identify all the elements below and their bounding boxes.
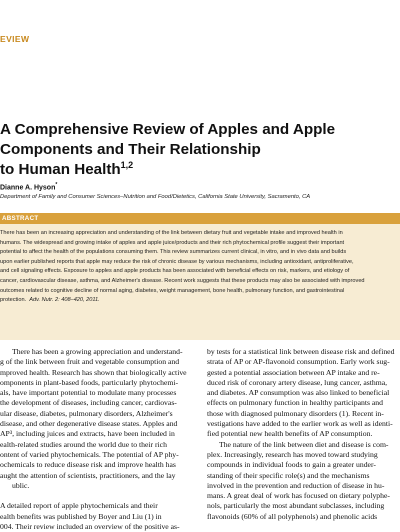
body-text-line: mans. A great deal of work has focused on dietary polyphe-: [207, 491, 390, 501]
body-text-line: omponents in plant-based foods, particularly phytochemi-: [0, 377, 179, 387]
body-text-line: and diabetes. AP consumption was also linked to beneficial: [207, 388, 390, 398]
body-text-line: 004. Their review included an overview of the positive as-: [0, 522, 180, 532]
body-text-line: ealth-related studies around the world due to their rich: [0, 439, 167, 449]
title-line-2: Components and Their Relationship: [0, 141, 261, 158]
body-text-line: AP³, including juices and extracts, have been included in: [0, 429, 175, 439]
body-text-line: ealth benefits was published by Boyer and Liu (1) in: [0, 511, 162, 521]
body-text-line: ublic.: [12, 480, 30, 490]
title-line-3-text: to Human Health: [0, 161, 121, 178]
body-text-line: those with diagnosed pulmonary disorders (1). Recent in-: [207, 408, 384, 418]
author: [0, 182, 57, 191]
body-text-line: standing of their specific role(s) and the mechanisms: [207, 470, 370, 480]
body-text-line: the development of diseases, including cancer, cardiovas-: [0, 398, 177, 408]
body-text-line: plex. Increasingly, research has moved toward studying: [207, 449, 378, 459]
body-text-line: by tests for a statistical link between disease risk and defined: [207, 347, 395, 356]
body-text-line: flavonoids (60% of all polyphenols) and phenolic acids: [207, 511, 378, 521]
abstract-heading: ABSTRACT: [2, 215, 39, 222]
body-text-line: ochemicals to reduce disease risk and improve health has: [0, 460, 176, 470]
journal-reference: Adv. Nutr. 2: 408–420, 2011.: [29, 297, 100, 304]
abstract-line: potential to affect the health of the populations consuming them. This review summarizes current clinical, in vitro, and in vivo data and builds: [0, 249, 347, 256]
body-text-line: gested a potential association between AP intake and re-: [207, 367, 380, 377]
body-text-line: g of the link between fruit and vegetable consumption and: [0, 357, 180, 367]
body-text-line: als, have important potential to modulate many processes: [0, 388, 177, 398]
body-column-left: [0, 347, 193, 532]
abstract-last-line: [0, 296, 400, 306]
abstract-line: There has been an increasing appreciation and understanding of the link between dietary fruit and vegetable intake and improved health in: [0, 230, 343, 236]
section-label: EVIEW: [0, 34, 30, 44]
body-text-line: fied potential new health benefits of AP consumption.: [207, 429, 373, 439]
abstract-line: and cell signaling effects. Exposure to apples and apple products has been associated with beneficial effects on risk, markers, and etiology of: [0, 268, 350, 275]
body-text-line: compounds in individual foods to gain a greater under-: [207, 460, 376, 470]
title-line-1: A Comprehensive Review of Apples and Apple: [0, 121, 336, 138]
body-text-line: mproved health. Research has shown that biologically active: [0, 367, 187, 377]
abstract-header-bar: [0, 213, 400, 224]
abstract-line-final: protection.: [0, 297, 27, 304]
body-text-line: The nature of the link between diet and disease is com-: [219, 439, 389, 449]
author-name: Dianne A. Hyson: [0, 184, 56, 192]
abstract-text: [0, 229, 400, 306]
body-text-line: A detailed report of apple phytochemicals and their: [0, 501, 158, 511]
article-title: [0, 120, 336, 180]
body-text-line: effects on pulmonary function in healthy participants and: [207, 398, 383, 408]
body-text-line: strata of AP or AP-flavonoid consumption. Early work sug-: [207, 357, 390, 367]
body-text-line: duced risk of coronary artery disease, lung cancer, asthma,: [207, 377, 388, 387]
body-text-line: nols, particularly the most abundant subclasses, including: [207, 501, 385, 511]
title-footnote-marks: 1,2: [120, 159, 134, 170]
body-text-line: ontent of varied phytochemicals. The potential of AP phy-: [0, 449, 179, 459]
body-text-line: aught the attention of scientists, practitioners, and the lay: [0, 470, 176, 480]
abstract-line: upon earlier published reports that apple may reduce the risk of chronic disease by various mechanisms, including antioxidant, antiproliferative,: [0, 258, 354, 265]
body-text-line: vestigations have added to the earlier work as well as identi-: [207, 419, 393, 429]
body-text-line: disease, and other degenerative disease states. Apples and: [0, 419, 178, 429]
abstract-line: outcomes related to cognitive decline of normal aging, diabetes, weight management, bone health, pulmonary function, and gastrointestinal: [0, 287, 345, 294]
body-text-line: There has been a growing appreciation and understand-: [12, 347, 183, 356]
body-text-line: involved in the prevention and reduction of disease in hu-: [207, 480, 385, 490]
abstract-line: humans. The widespread and growing intake of apples and apple juice/products and their rich phytochemical profile suggest their important: [0, 239, 345, 246]
abstract-line: cancer, cardiovascular disease, asthma, and Alzheimer's disease. Recent work suggests that these products may also be associated with improved: [0, 277, 365, 284]
body-text-line: ular disease, diabetes, pulmonary disorders, Alzheimer's: [0, 408, 173, 418]
title-line-3: [0, 160, 330, 180]
abstract-box: [0, 213, 400, 340]
body-column-right: [207, 347, 400, 522]
affiliation: Department of Family and Consumer Sciences–Nutrition and Food/Dietetics, California State University, Sacramento, CA: [0, 194, 311, 200]
author-mark: *: [55, 182, 58, 188]
